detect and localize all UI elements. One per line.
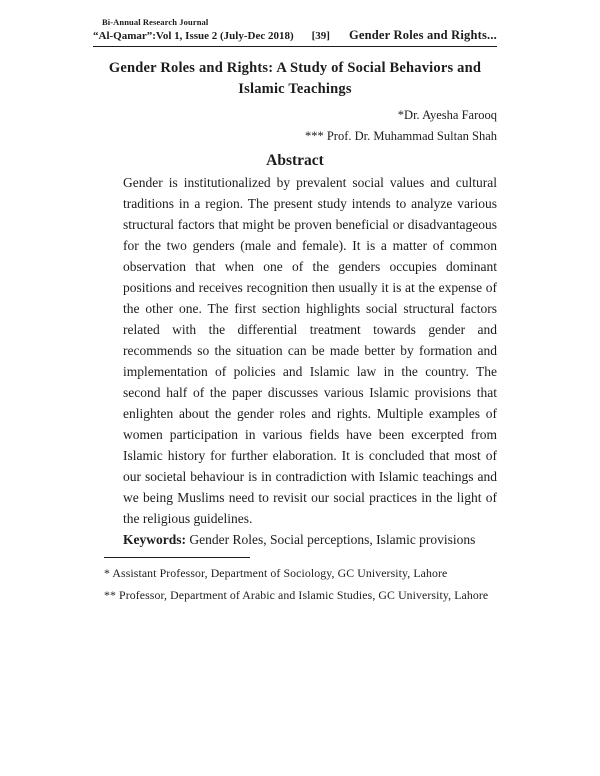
author-line-2: *** Prof. Dr. Muhammad Sultan Shah — [304, 129, 497, 143]
keywords-text: Gender Roles, Social perceptions, Islamic provisions — [186, 532, 476, 547]
page-number: [39] — [311, 30, 330, 42]
footnotes — [104, 563, 497, 606]
journal-name: Bi-Annual Research Journal — [102, 17, 209, 27]
journal-header — [93, 17, 497, 47]
page-content — [93, 17, 497, 606]
keywords-label: Keywords: — [123, 532, 186, 547]
footnote-author-2: ** Professor, Department of Arabic and Islamic Studies, GC University, Lahore — [104, 587, 489, 602]
author-block — [93, 105, 497, 147]
footnote-author-1: * Assistant Professor, Department of Sociology, GC University, Lahore — [104, 566, 448, 580]
abstract-text: Gender is institutionalized by prevalent social values and cultural traditions in a region. The present study intends to analyze various structural factors that might be proven beneficial or disadvantageous for the two genders (male and female). It is a matter of common observation that when one of the genders occupies dominant positions and receives recognition then usually it is at the expense of the other one. The first section highlights social structural factors related with the differential treatment towards gender and recommends so the situation can be made better by formation and implementation of policies and Islamic law in the country. The second half of the paper discusses various Islamic provisions that enlighten about the gender roles and rights. Multiple examples of women participation in various fields have been excerpted from Islamic history for further elaboration. It is concluded that most of our societal behaviour is in contradiction with Islamic teachings and we being Muslims need to revisit our social practices in the light of the religious guidelines. — [123, 175, 497, 526]
author-line-1: *Dr. Ayesha Farooq — [397, 108, 497, 122]
abstract-heading: Abstract — [266, 152, 324, 169]
running-title: Gender Roles and Rights... — [348, 28, 497, 42]
footnote-separator — [104, 557, 250, 558]
header-row — [93, 28, 497, 43]
keywords-line — [123, 529, 497, 550]
paper-title-line-2: Islamic Teachings — [238, 81, 352, 97]
paper-title — [93, 58, 497, 100]
issue-info: “Al-Qamar”:Vol 1, Issue 2 (July-Dec 2018) — [93, 30, 294, 42]
paper-title-line-1: Gender Roles and Rights: A Study of Social Behaviors and — [108, 60, 482, 76]
